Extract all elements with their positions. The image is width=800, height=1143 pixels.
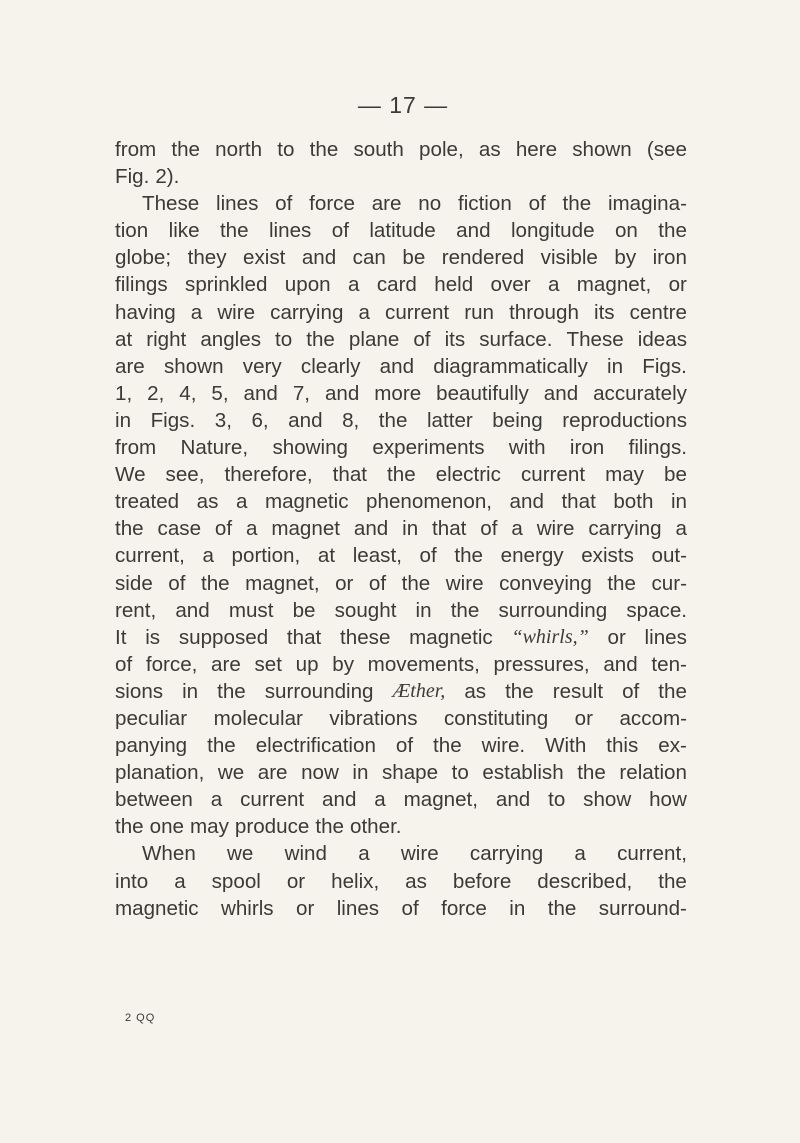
word: planation,	[115, 761, 205, 785]
word: a	[547, 273, 560, 297]
word: movements,	[367, 652, 480, 676]
word: held	[434, 273, 474, 297]
word: wire	[536, 517, 575, 541]
word: its	[594, 300, 615, 324]
word: be	[664, 463, 687, 487]
text-line	[115, 840, 687, 867]
word: card	[376, 273, 417, 297]
word: both	[613, 490, 654, 514]
word: (see	[646, 138, 687, 161]
text-line	[115, 895, 687, 922]
word: supposed	[178, 625, 269, 649]
word: more	[374, 381, 422, 405]
word: 2,	[147, 381, 165, 405]
word: in	[607, 354, 624, 378]
word: that	[332, 463, 368, 487]
word: pole,	[419, 138, 464, 161]
word: in	[182, 679, 199, 703]
word: result	[552, 679, 604, 703]
word: the	[219, 219, 249, 243]
text-line	[115, 813, 687, 840]
body-text	[115, 136, 687, 922]
word: out-	[651, 544, 687, 568]
word: whirls	[220, 896, 274, 920]
word: sought	[334, 598, 397, 622]
word: we	[227, 842, 254, 866]
word: produce	[234, 815, 310, 839]
word: 7,	[292, 381, 310, 405]
word: Nature,	[180, 436, 249, 460]
word: carrying	[588, 517, 662, 541]
word: being	[492, 408, 543, 432]
word: vibrations	[329, 706, 418, 730]
word: relation	[619, 761, 687, 785]
word: exists	[581, 544, 634, 568]
word: of	[480, 517, 498, 541]
word: of	[331, 219, 349, 243]
word: a	[202, 544, 214, 568]
word: wire	[400, 842, 439, 866]
word: as	[196, 490, 219, 514]
word: in	[670, 490, 687, 514]
word: the	[505, 679, 534, 703]
word: and	[509, 490, 544, 514]
word: filings.	[628, 436, 687, 460]
word: electrification	[255, 734, 376, 758]
word: the	[115, 815, 144, 839]
word: rendered	[441, 246, 525, 270]
word: and	[603, 652, 638, 676]
word: from	[115, 138, 157, 161]
word: or	[296, 896, 315, 920]
word: to	[275, 327, 293, 351]
word: of	[214, 517, 233, 541]
word: and	[543, 381, 579, 405]
word: the	[658, 869, 687, 893]
word: between	[115, 788, 193, 812]
word: are	[211, 652, 241, 676]
word: helix,	[331, 869, 380, 893]
word: may	[605, 463, 644, 487]
word: shown	[572, 138, 632, 161]
word: of	[368, 571, 387, 595]
word: We	[115, 463, 146, 487]
word: 3,	[214, 408, 232, 432]
word: and	[175, 598, 210, 622]
word: wire	[217, 300, 256, 324]
word: of	[419, 544, 437, 568]
word: can	[352, 246, 386, 270]
text-line	[115, 786, 687, 813]
word: to	[451, 761, 469, 785]
word: latter	[426, 408, 473, 432]
word: a	[374, 788, 386, 812]
word: of	[168, 571, 186, 595]
word: and	[379, 354, 415, 378]
word: the	[309, 138, 339, 161]
word: and	[322, 788, 357, 812]
word: establish	[482, 761, 564, 785]
word: before	[452, 869, 512, 893]
word: magnet,	[576, 273, 652, 297]
word: the	[658, 679, 687, 703]
word: or	[607, 625, 626, 649]
word: wire	[445, 571, 484, 595]
word: and	[324, 381, 360, 405]
word: 8,	[342, 408, 360, 432]
word: wind	[284, 842, 327, 866]
word: the	[378, 408, 408, 432]
word: to	[277, 138, 295, 161]
word: lines	[216, 192, 259, 216]
word: 6,	[251, 408, 269, 432]
word: the	[207, 734, 236, 758]
word: they	[187, 246, 227, 270]
word: magnet,	[245, 571, 320, 595]
word: exist	[243, 246, 286, 270]
word: ten-	[651, 652, 687, 676]
word: a	[675, 517, 687, 541]
word: and	[288, 408, 323, 432]
word: the	[387, 463, 416, 487]
word: may	[190, 815, 229, 839]
text-line	[115, 759, 687, 786]
word: of	[401, 896, 419, 920]
word: force	[441, 896, 487, 920]
text-line	[115, 732, 687, 759]
word: this	[606, 734, 639, 758]
word: the	[315, 815, 344, 839]
word: peculiar	[115, 706, 188, 730]
text-line	[115, 651, 687, 678]
word: shape	[381, 761, 439, 785]
word: spool	[211, 869, 261, 893]
word: and	[353, 517, 389, 541]
word: current	[385, 300, 450, 324]
word: of	[413, 327, 431, 351]
word: iron	[569, 436, 605, 460]
word: into	[115, 869, 149, 893]
word: case	[157, 517, 202, 541]
word: are	[257, 761, 288, 785]
word: the	[454, 544, 483, 568]
word: experiments	[372, 436, 485, 460]
word: must	[228, 598, 274, 622]
word: show	[583, 788, 632, 812]
word: the	[306, 327, 335, 351]
word: the	[115, 517, 144, 541]
word: cur-	[651, 571, 687, 595]
word: lines	[336, 896, 380, 920]
word: sions	[115, 679, 164, 703]
word: that	[561, 490, 596, 514]
word: electric	[435, 463, 501, 487]
text-line	[115, 190, 687, 217]
word: described,	[537, 869, 633, 893]
word: to	[548, 788, 566, 812]
text-line	[115, 271, 687, 298]
word: see,	[165, 463, 205, 487]
word: current	[520, 463, 586, 487]
word: space.	[626, 598, 687, 622]
word: at	[115, 327, 133, 351]
word: with	[508, 436, 546, 460]
word: are	[115, 354, 145, 378]
word: latitude	[369, 219, 436, 243]
word: of	[395, 734, 414, 758]
word: accom-	[619, 706, 687, 730]
word: that	[432, 517, 467, 541]
text-line	[115, 380, 687, 407]
word: carrying	[469, 842, 544, 866]
word: no	[418, 192, 442, 216]
word: a	[190, 300, 203, 324]
text-line	[115, 299, 687, 326]
word: least,	[352, 544, 402, 568]
word: these	[340, 625, 391, 649]
text-line	[115, 217, 687, 244]
word: Æther,	[392, 679, 446, 702]
word: very	[242, 354, 282, 378]
text-line	[115, 678, 687, 705]
word: sprinkled	[185, 273, 268, 297]
text-line	[115, 461, 687, 488]
word: in	[509, 896, 526, 920]
word: the	[607, 571, 636, 595]
word: molecular	[213, 706, 303, 730]
word: globe;	[115, 246, 172, 270]
word: current	[240, 788, 305, 812]
word: the	[562, 192, 592, 216]
word: on	[614, 219, 638, 243]
word: of	[115, 652, 133, 676]
word: of	[528, 192, 546, 216]
word: in	[115, 408, 132, 432]
word: as	[405, 869, 427, 893]
word: is	[145, 625, 161, 649]
word: plane	[348, 327, 400, 351]
word: showing	[272, 436, 349, 460]
word: a	[358, 842, 370, 866]
word: and	[243, 381, 278, 405]
word: centre	[629, 300, 687, 324]
signature-mark: 2 QQ	[125, 1012, 156, 1024]
text-line	[115, 570, 687, 597]
word: imagina-	[607, 192, 687, 216]
word: run	[464, 300, 494, 324]
text-line	[115, 515, 687, 542]
word: Figs.	[150, 408, 196, 432]
word: be	[402, 246, 426, 270]
word: be	[292, 598, 316, 622]
text-line	[115, 542, 687, 569]
word: a	[210, 788, 223, 812]
word: constituting	[444, 706, 549, 730]
word: shown	[164, 354, 224, 378]
word: 4,	[179, 381, 197, 405]
word: 1,	[115, 381, 133, 405]
word: rent,	[115, 598, 157, 622]
word: from	[115, 436, 157, 460]
word: These	[566, 327, 624, 351]
word: the	[201, 571, 230, 595]
word: Figs.	[642, 354, 687, 378]
word: a	[347, 273, 360, 297]
word: magnet,	[403, 788, 479, 812]
word: These	[142, 192, 200, 216]
text-line	[115, 624, 687, 651]
word: its	[444, 327, 466, 351]
word: 2).	[155, 165, 180, 189]
word: in	[352, 761, 369, 785]
word: tion	[115, 219, 149, 243]
word: here	[515, 138, 558, 161]
word: over	[490, 273, 531, 297]
word: we	[217, 761, 245, 785]
word: Fig.	[115, 165, 150, 189]
word: the	[433, 734, 462, 758]
word: as	[464, 679, 487, 703]
text-line	[115, 136, 687, 163]
text-line	[115, 163, 687, 190]
text-line	[115, 326, 687, 353]
word: phenomenon,	[366, 490, 493, 514]
word: in	[415, 598, 432, 622]
word: are	[371, 192, 402, 216]
word: through	[509, 300, 579, 324]
word: and	[456, 219, 491, 243]
text-line	[115, 597, 687, 624]
word: ex-	[658, 734, 687, 758]
word: With	[545, 734, 587, 758]
word: upon	[284, 273, 331, 297]
word: lines	[268, 219, 312, 243]
word: diagrammatically	[433, 354, 588, 378]
word: the	[171, 138, 200, 161]
word: other.	[349, 815, 402, 839]
word: force,	[145, 652, 198, 676]
word: side	[115, 571, 153, 595]
word: a	[511, 517, 523, 541]
word: surrounding	[264, 679, 374, 703]
word: longitude	[510, 219, 595, 243]
word: up	[295, 652, 319, 676]
word: magnetic	[264, 490, 349, 514]
word: accurately	[593, 381, 687, 405]
word: “whirls,”	[511, 625, 589, 648]
word: a	[174, 869, 186, 893]
word: by	[614, 246, 637, 270]
word: fiction	[457, 192, 512, 216]
word: the	[658, 219, 687, 243]
word: portion,	[231, 544, 301, 568]
word: by	[332, 652, 354, 676]
word: therefore,	[224, 463, 313, 487]
text-line	[115, 705, 687, 732]
word: north	[215, 138, 263, 161]
text-line	[115, 434, 687, 461]
text-line	[115, 353, 687, 380]
word: set	[254, 652, 282, 676]
text-line	[115, 244, 687, 271]
word: conveying	[499, 571, 592, 595]
word: or	[335, 571, 354, 595]
word: surrounding	[498, 598, 608, 622]
word: It	[115, 625, 127, 649]
word: at	[317, 544, 336, 568]
word: current,	[115, 544, 185, 568]
word: treated	[115, 490, 180, 514]
word: surface.	[479, 327, 553, 351]
word: as	[478, 138, 501, 161]
word: reproductions	[562, 408, 687, 432]
word: the	[577, 761, 606, 785]
word: clearly	[300, 354, 361, 378]
word: or	[668, 273, 687, 297]
word: energy	[500, 544, 564, 568]
word: the	[547, 896, 577, 920]
text-line	[115, 407, 687, 434]
word: a	[574, 842, 586, 866]
word: magnetic	[115, 896, 199, 920]
word: surround-	[598, 896, 687, 920]
word: magnetic	[409, 625, 493, 649]
word: 5,	[211, 381, 229, 405]
word: the	[217, 679, 246, 703]
word: in	[402, 517, 419, 541]
word: visible	[540, 246, 598, 270]
word: right	[146, 327, 187, 351]
word: of	[622, 679, 640, 703]
word: wire.	[481, 734, 526, 758]
word: a	[358, 300, 370, 324]
word: magnet	[271, 517, 341, 541]
page-number: — 17 —	[357, 92, 449, 118]
word: angles	[200, 327, 261, 351]
word: lines	[644, 625, 687, 649]
word: south	[353, 138, 404, 161]
word: and	[495, 788, 531, 812]
word: now	[301, 761, 339, 785]
word: a	[245, 517, 258, 541]
word: of	[275, 192, 293, 216]
word: and	[301, 246, 337, 270]
word: or	[286, 869, 306, 893]
word: or	[574, 706, 593, 730]
word: current,	[617, 842, 687, 866]
word: panying	[115, 734, 188, 758]
word: force	[309, 192, 355, 216]
word: carrying	[270, 300, 344, 324]
word: iron	[652, 246, 687, 270]
word: that	[286, 625, 322, 649]
word: one	[149, 815, 185, 839]
word: ideas	[637, 327, 687, 351]
word: filings	[115, 273, 168, 297]
word: the	[401, 571, 431, 595]
word: When	[142, 842, 196, 866]
word: the	[450, 598, 480, 622]
word: like	[168, 219, 200, 243]
text-line	[115, 488, 687, 515]
word: a	[235, 490, 248, 514]
word: having	[115, 300, 176, 324]
text-line	[115, 868, 687, 895]
word: pressures,	[493, 652, 590, 676]
word: beautifully	[436, 381, 529, 405]
word: how	[649, 788, 687, 812]
